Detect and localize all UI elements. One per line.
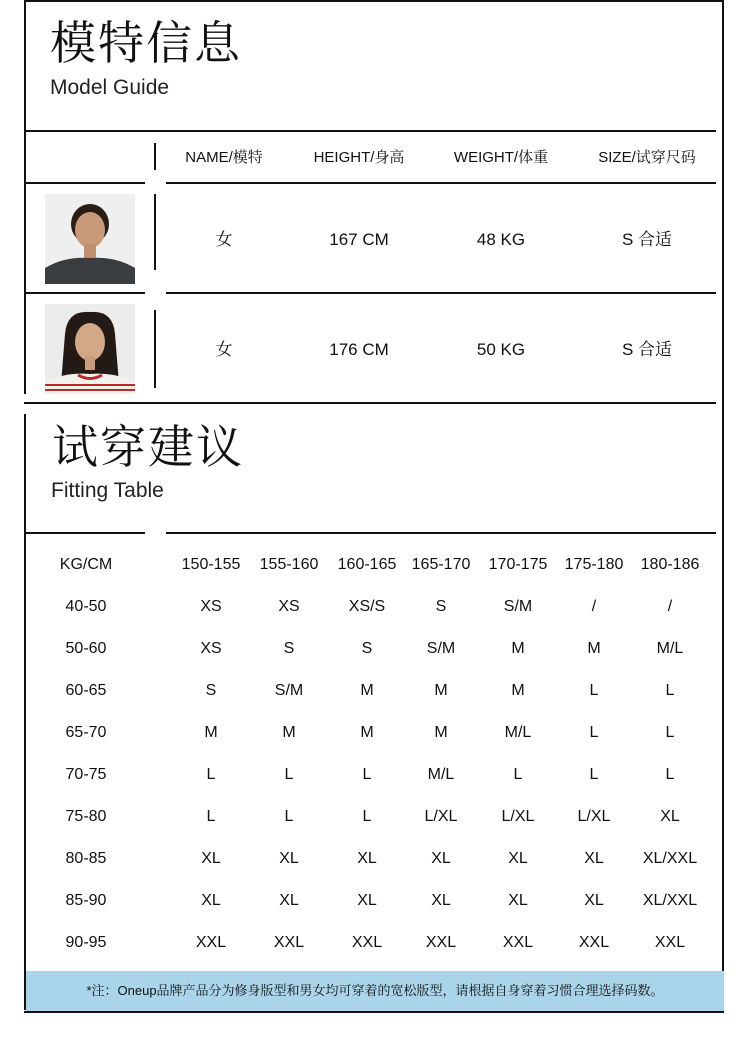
- model-header-divider: [154, 143, 156, 170]
- fitting-size-cell: XL: [431, 892, 451, 909]
- fitting-weight-label: 40-50: [65, 598, 107, 615]
- fitting-height-header: 165-170: [411, 556, 471, 573]
- left-border-lower: [24, 414, 26, 1010]
- fitting-size-cell: XL: [508, 892, 528, 909]
- fitting-weight-label: 50-60: [65, 640, 107, 657]
- fitting-size-cell: L/XL: [424, 808, 458, 825]
- model-header-bottom-line-right: [166, 182, 716, 184]
- model-1-height: 167 CM: [329, 230, 389, 249]
- fitting-size-cell: XXL: [654, 934, 686, 951]
- fitting-size-cell: L/XL: [501, 808, 535, 825]
- fitting-size-cell: L: [513, 766, 523, 783]
- fitting-size-cell: XL: [431, 850, 451, 867]
- fitting-size-cell: S: [283, 640, 295, 657]
- fitting-size-cell: XL: [201, 892, 221, 909]
- fitting-size-cell: M: [511, 682, 525, 699]
- fitting-size-cell: M: [434, 682, 448, 699]
- fitting-size-cell: S/M: [426, 640, 456, 657]
- fitting-size-cell: S/M: [503, 598, 533, 615]
- fitting-size-cell: L: [284, 808, 294, 825]
- fitting-size-cell: M/L: [504, 724, 532, 741]
- model-1-name: 女: [215, 230, 233, 249]
- fitting-weight-label: 85-90: [65, 892, 107, 909]
- fitting-size-cell: XL: [279, 892, 299, 909]
- fitting-table-subtitle: Fitting Table: [51, 479, 164, 502]
- fitting-size-cell: XL: [201, 850, 221, 867]
- fitting-size-cell: XL: [357, 850, 377, 867]
- fitting-weight-label: 65-70: [65, 724, 107, 741]
- fitting-size-cell: XL: [357, 892, 377, 909]
- fitting-size-cell: L: [589, 724, 599, 741]
- model-1-photo: [45, 194, 135, 284]
- model-header-top-line: [24, 130, 716, 132]
- left-border-upper: [24, 0, 26, 394]
- fitting-weight-label: 80-85: [65, 850, 107, 867]
- model-2-height: 176 CM: [329, 340, 389, 359]
- fitting-header-line-right: [166, 532, 716, 534]
- fitting-weight-label: 60-65: [65, 682, 107, 699]
- fitting-size-cell: L: [589, 766, 599, 783]
- header-height: HEIGHT/身高: [313, 149, 405, 166]
- fitting-size-cell: S/M: [274, 682, 304, 699]
- footer-note: *注：Oneup品牌产品分为修身版型和男女均可穿着的宽松版型，请根据自身穿着习惯合理选择码数。: [26, 971, 724, 1011]
- fitting-size-cell: XXL: [502, 934, 534, 951]
- model-guide-subtitle: Model Guide: [50, 76, 170, 99]
- fitting-size-cell: XL: [660, 808, 680, 825]
- model-row-1-line-left: [24, 292, 145, 294]
- bottom-border: [24, 1011, 724, 1013]
- model-section-bottom-line: [24, 402, 716, 404]
- fitting-size-cell: XXL: [351, 934, 383, 951]
- fitting-size-cell: S: [435, 598, 447, 615]
- fitting-size-cell: L: [589, 682, 599, 699]
- fitting-size-cell: M: [360, 724, 374, 741]
- fitting-height-header: 155-160: [259, 556, 319, 573]
- fitting-corner-label: KG/CM: [59, 556, 113, 573]
- fitting-size-cell: XS: [200, 598, 222, 615]
- fitting-size-cell: M/L: [656, 640, 684, 657]
- model-2-photo: [45, 304, 135, 394]
- fitting-size-cell: M: [511, 640, 525, 657]
- fitting-size-cell: L: [665, 724, 675, 741]
- fitting-header-line-left: [24, 532, 145, 534]
- fitting-size-cell: /: [667, 598, 673, 615]
- model-1-size: S 合适: [621, 230, 673, 249]
- fitting-size-cell: L: [362, 808, 372, 825]
- fitting-size-cell: XS/S: [348, 598, 386, 615]
- fitting-size-cell: M: [587, 640, 601, 657]
- header-size: SIZE/试穿尺码: [598, 149, 696, 166]
- header-weight: WEIGHT/体重: [453, 149, 549, 166]
- model-2-divider: [154, 310, 156, 388]
- fitting-size-cell: M: [282, 724, 296, 741]
- model-1-portrait-icon: [45, 194, 135, 284]
- fitting-height-header: 170-175: [488, 556, 548, 573]
- fitting-size-cell: XL/XXL: [642, 892, 698, 909]
- fitting-size-cell: L: [665, 682, 675, 699]
- fitting-size-cell: S: [361, 640, 373, 657]
- model-2-name: 女: [215, 340, 233, 359]
- model-row-1-line-right: [166, 292, 716, 294]
- fitting-size-cell: XL/XXL: [642, 850, 698, 867]
- fitting-size-cell: L: [206, 808, 216, 825]
- fitting-size-cell: XL: [508, 850, 528, 867]
- fitting-height-header: 180-186: [640, 556, 700, 573]
- fitting-size-cell: XXL: [425, 934, 457, 951]
- fitting-height-header: 175-180: [564, 556, 624, 573]
- fitting-table-title: 试穿建议: [52, 421, 244, 473]
- fitting-size-cell: M/L: [427, 766, 455, 783]
- fitting-weight-label: 70-75: [65, 766, 107, 783]
- fitting-weight-label: 75-80: [65, 808, 107, 825]
- fitting-size-cell: /: [591, 598, 597, 615]
- model-1-divider: [154, 194, 156, 270]
- fitting-size-cell: M: [434, 724, 448, 741]
- fitting-height-header: 150-155: [181, 556, 241, 573]
- right-border: [722, 0, 724, 1012]
- fitting-size-cell: M: [204, 724, 218, 741]
- model-2-portrait-icon: [45, 304, 135, 394]
- fitting-size-cell: XXL: [578, 934, 610, 951]
- fitting-size-cell: L: [665, 766, 675, 783]
- model-guide-title: 模特信息: [50, 17, 242, 69]
- fitting-height-header: 160-165: [337, 556, 397, 573]
- fitting-size-cell: XXL: [195, 934, 227, 951]
- fitting-size-cell: L: [206, 766, 216, 783]
- fitting-size-cell: XS: [200, 640, 222, 657]
- fitting-size-cell: XS: [278, 598, 300, 615]
- fitting-size-cell: S: [205, 682, 217, 699]
- fitting-size-cell: XXL: [273, 934, 305, 951]
- header-name: NAME/模特: [185, 149, 263, 166]
- fitting-size-cell: L/XL: [577, 808, 611, 825]
- fitting-size-cell: L: [362, 766, 372, 783]
- fitting-weight-label: 90-95: [65, 934, 107, 951]
- fitting-size-cell: M: [360, 682, 374, 699]
- model-2-size: S 合适: [621, 340, 673, 359]
- model-header-bottom-line-left: [24, 182, 145, 184]
- fitting-size-cell: XL: [584, 892, 604, 909]
- fitting-size-cell: XL: [584, 850, 604, 867]
- model-1-weight: 48 KG: [476, 230, 526, 249]
- fitting-size-cell: L: [284, 766, 294, 783]
- fitting-size-cell: XL: [279, 850, 299, 867]
- model-2-weight: 50 KG: [476, 340, 526, 359]
- top-border: [26, 0, 724, 2]
